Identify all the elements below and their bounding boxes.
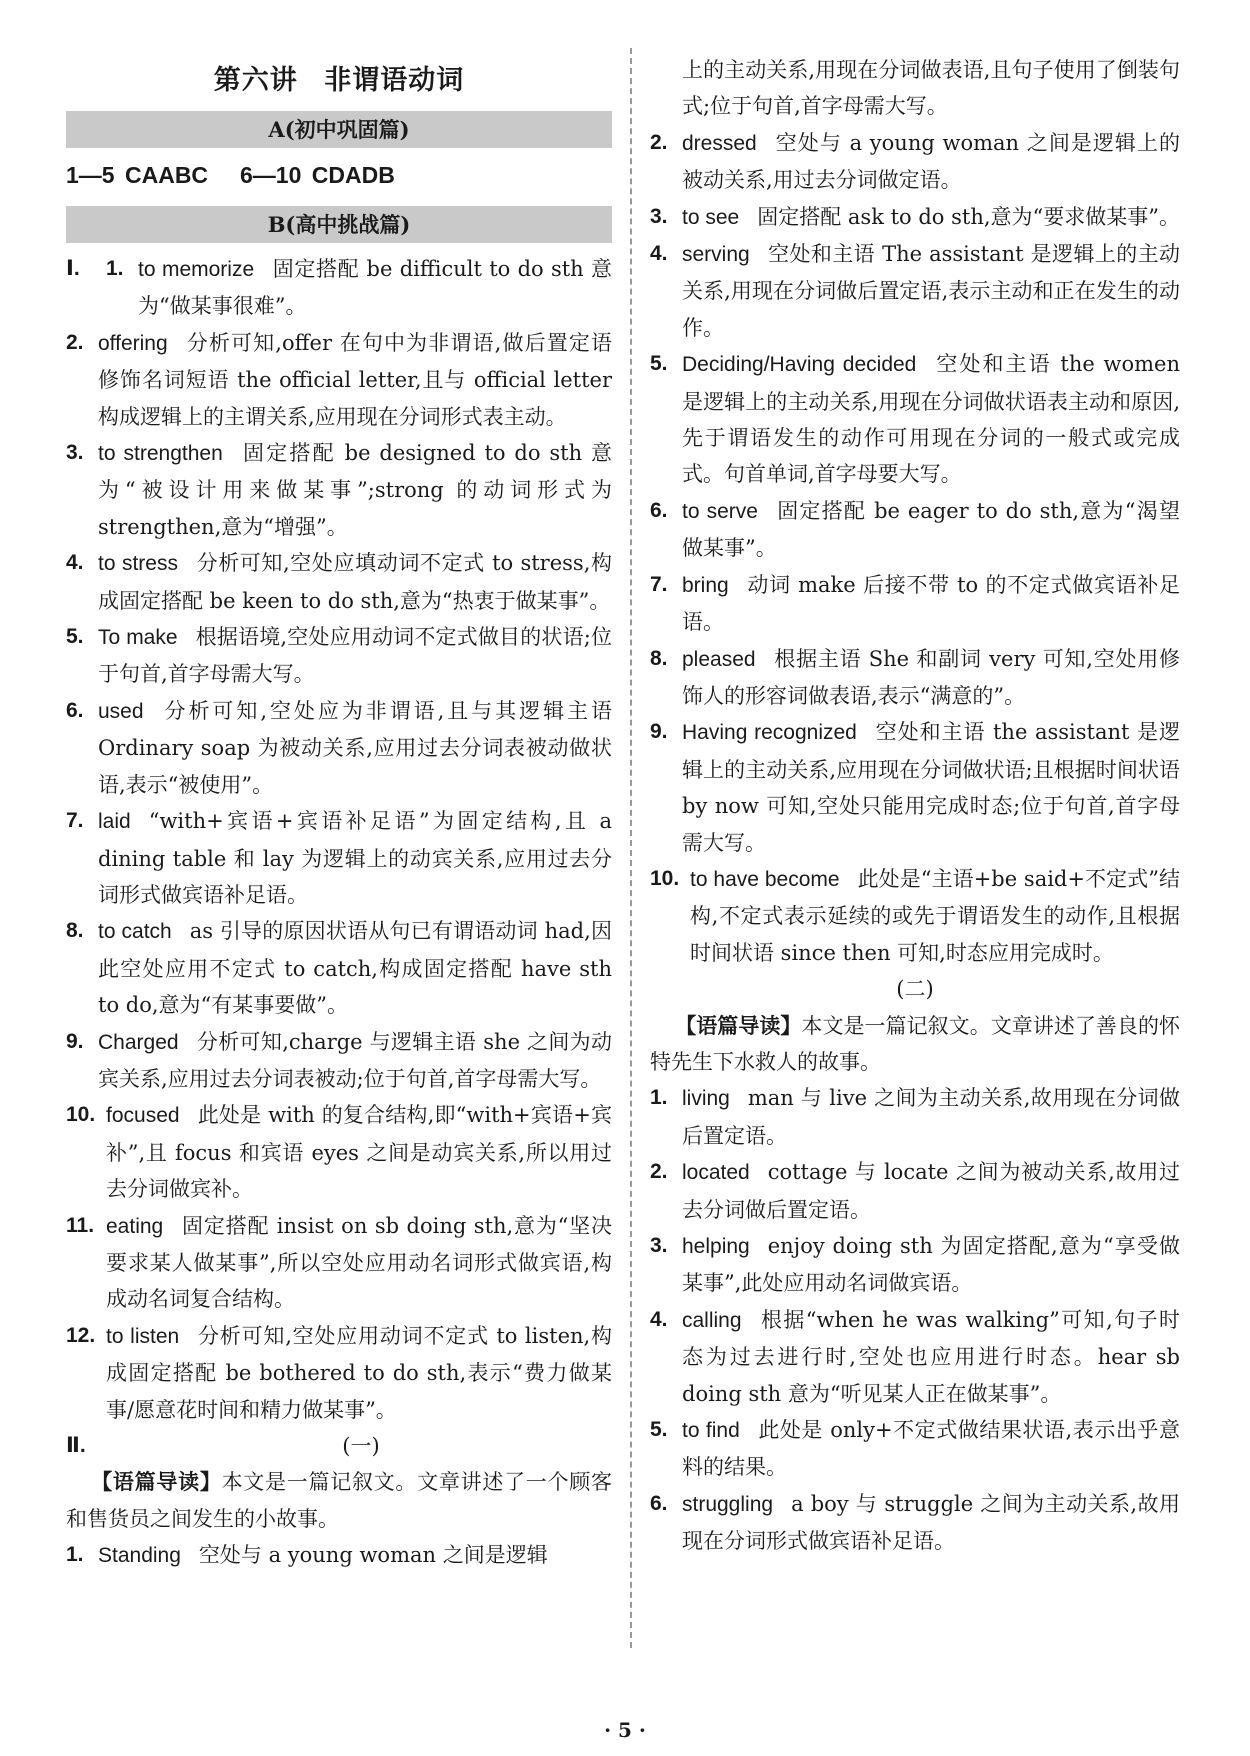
list-item: [650, 861, 1180, 971]
item-answer: to have become: [690, 867, 840, 891]
item-number: 5.: [66, 625, 84, 649]
item-number: 1.: [106, 257, 124, 280]
list-item: [66, 1024, 612, 1098]
item-answer: to serve: [682, 499, 758, 523]
list-item: [66, 913, 612, 1023]
item-number: 9.: [66, 1029, 84, 1053]
list-item: [66, 803, 612, 913]
item-explanation: as 引导的原因状语从句已有谓语动词 had,因此空处应用不定式 to catch,构成固定搭配 have sth to do,意为“有某事要做”。: [98, 919, 612, 1018]
item-explanation: 分析可知,空处应为非谓语,且与其逻辑主语 Ordinary soap 为被动关系,应用过去分词表被动做状语,表示“被使用”。: [98, 698, 612, 797]
answer-range-2: 6—10: [240, 162, 302, 188]
list-item: [650, 346, 1180, 493]
item-number: 9.: [650, 720, 668, 744]
list-item: [650, 236, 1180, 346]
list-item: [66, 1208, 612, 1318]
item-explanation: 根据语境,空处应用动词不定式做目的状语;位于句首,首字母需大写。: [98, 625, 612, 687]
section-a-header: A(初中巩固篇): [66, 111, 612, 148]
item-explanation: 此处是 with 的复合结构,即“with+宾语+宾补”,且 focus 和宾语 eyes 之间是动宾关系,所以用过去分词做宾补。: [106, 1103, 612, 1202]
list-item: [650, 1302, 1180, 1412]
list-item: [650, 641, 1180, 715]
item-explanation: a boy 与 struggle 之间为主动关系,故用现在分词形式做宾语补足语。: [682, 1491, 1180, 1554]
item-answer: to see: [682, 205, 740, 229]
passage2-heading: (二): [896, 977, 934, 1002]
item-answer: dressed: [682, 131, 757, 155]
item-answer: to strengthen: [98, 442, 223, 466]
item-explanation: 分析可知,空处应用动词不定式 to listen,构成固定搭配 be bothered to do sth,表示“费力做某事/愿意花时间和精力做某事”。: [106, 1323, 613, 1422]
list-item: [650, 1412, 1180, 1486]
item-answer: To make: [98, 626, 178, 650]
item-answer: Deciding/Having decided: [682, 353, 917, 377]
list-item: [66, 325, 612, 435]
list-item: [66, 545, 612, 619]
passage2-list: [650, 1080, 1180, 1559]
item-answer: pleased: [682, 647, 756, 671]
list-item: [650, 1154, 1180, 1228]
item-number: 2.: [650, 130, 668, 154]
item-explanation: “with+宾语+宾语补足语”为固定结构,且 a dining table 和 lay 为逻辑上的动宾关系,应用过去分词形式做宾语补足语。: [98, 809, 612, 907]
item-number: 3.: [650, 204, 668, 228]
item-explanation: 动词 make 后接不带 to 的不定式做宾语补足语。: [682, 572, 1180, 635]
item-answer: to listen: [106, 1324, 180, 1348]
lecture-topic: 非谓语动词: [324, 65, 465, 96]
item-answer: to memorize: [138, 258, 255, 281]
answer-key-2: CDADB: [311, 162, 395, 188]
right-column: [650, 50, 1180, 1560]
item-explanation: 固定搭配 ask to do sth,意为“要求做某事”。: [757, 204, 1180, 229]
page-title: [66, 58, 612, 97]
list-item: [650, 1486, 1180, 1560]
item-answer: helping: [682, 1235, 750, 1258]
part1-label: Ⅰ.: [66, 257, 80, 280]
item-number: 10.: [650, 866, 680, 890]
item-number: 1.: [650, 1086, 668, 1110]
item-explanation: 根据“when he was walking”可知,句子时态为过去进行时,空处也应用进行时态。hear sb doing sth 意为“听见某人正在做某事”。: [682, 1307, 1180, 1406]
column-divider: [630, 48, 632, 1648]
item-explanation: 固定搭配 be difficult to do sth 意为“做某事很难”。: [138, 257, 612, 319]
item-explanation-continued: 上的主动关系,用现在分词做表语,且句子使用了倒装句式;位于句首,首字母需大写。: [682, 58, 1180, 119]
item-number: 7.: [650, 572, 668, 596]
passage1-heading: (一): [342, 1434, 380, 1458]
item-answer: to catch: [98, 920, 172, 944]
item-number: 11.: [66, 1213, 95, 1237]
item-explanation: 固定搭配 insist on sb doing sth,意为“坚决要求某人做某事”,所以空处应用动名词形式做宾语,构成动名词复合结构。: [106, 1213, 612, 1312]
item-answer: used: [98, 699, 144, 723]
item-answer: calling: [682, 1308, 742, 1332]
item-explanation: 分析可知,空处应填动词不定式 to stress,构成固定搭配 be keen to do sth,意为“热衷于做某事”。: [98, 551, 612, 613]
item-explanation: 分析可知,offer 在句中为非谓语,做后置定语修饰名词短语 the official letter,且与 official letter 构成逻辑上的主谓关系,应用现在分词形式表主动。: [98, 330, 612, 429]
item-number: 2.: [650, 1160, 668, 1184]
item-explanation: 空处和主语 the women 是逻辑上的主动关系,用现在分词做状语表主动和原因,先于谓语发生的动作可用现在分词的一般式或完成式。句首单词,首字母要大写。: [682, 352, 1181, 487]
passage1-guide-text: 本文是一篇记叙文。文章讲述了一个顾客和售货员之间发生的小故事。: [66, 1470, 613, 1531]
part1-list: [66, 251, 612, 1428]
item-number: 10.: [66, 1103, 96, 1127]
list-item: [66, 1537, 612, 1574]
item-number: 12.: [66, 1323, 96, 1347]
passage1-guide-label: 【语篇导读】: [91, 1469, 222, 1495]
item-explanation: 空处和主语 The assistant 是逻辑上的主动关系,用现在分词做后置定语,表示主动和正在发生的动作。: [682, 242, 1180, 340]
passage2-guide-label: 【语篇导读】: [675, 1012, 802, 1038]
item-explanation: 分析可知,charge 与逻辑主语 she 之间为动宾关系,应用过去分词表被动;位于句首,首字母需大写。: [98, 1029, 612, 1091]
list-item: [66, 693, 612, 803]
item-explanation: cottage 与 locate 之间为被动关系,故用过去分词做后置定语。: [682, 1160, 1180, 1222]
item-number: 8.: [650, 646, 668, 670]
list-item: [650, 567, 1180, 641]
item-number: 6.: [650, 498, 668, 522]
list-item: [66, 1097, 612, 1207]
section-b-header: B(高中挑战篇): [66, 206, 612, 243]
item-answer: serving: [682, 243, 750, 267]
section-a-answers: [66, 156, 612, 194]
item-number: 3.: [650, 1234, 668, 1257]
item-number: 5.: [650, 352, 668, 376]
item-number: 4.: [650, 1307, 668, 1331]
lecture-number: 第六讲: [213, 65, 298, 96]
item-explanation: enjoy doing sth 为固定搭配,意为“享受做某事”,此处应用动名词做宾语。: [682, 1234, 1180, 1296]
item-number: 6.: [66, 698, 84, 722]
item-number: 5.: [650, 1418, 668, 1442]
passage2-guide-text: 本文是一篇记叙文。文章讲述了善良的怀特先生下水救人的故事。: [650, 1013, 1181, 1074]
item-answer: offering: [98, 331, 168, 355]
list-item: [66, 251, 612, 325]
item-number: 6.: [650, 1491, 668, 1515]
item-number: 3.: [66, 441, 84, 465]
item-number: 4.: [66, 551, 84, 575]
item-explanation-start: 空处与 a young woman 之间是逻辑: [198, 1543, 548, 1568]
item-explanation: 固定搭配 be designed to do sth 意为“被设计用来做某事”;strong 的动词形式为 strengthen,意为“增强”。: [98, 441, 612, 539]
item-number: 4.: [650, 242, 668, 266]
item-answer: to find: [682, 1419, 740, 1443]
list-item: [650, 493, 1180, 567]
item-answer: focused: [106, 1104, 180, 1128]
passage1-guide: [66, 1464, 612, 1537]
item-answer: to stress: [98, 552, 178, 576]
answer-range-1: 1—5: [66, 162, 115, 188]
list-item: [66, 1318, 612, 1428]
item-explanation: 此处是“主语+be said+不定式”结构,不定式表示延续的或先于谓语发生的动作,且根据时间状语 since then 可知,时态应用完成时。: [690, 866, 1180, 965]
list-item: [650, 199, 1180, 236]
item-number: 1.: [66, 1543, 84, 1567]
item-answer: Having recognized: [682, 721, 857, 745]
item-answer: Standing: [98, 1544, 181, 1568]
item-number: 8.: [66, 919, 84, 943]
passage1-list: [650, 125, 1180, 971]
item-explanation: man 与 live 之间为主动关系,故用现在分词做后置定语。: [682, 1086, 1180, 1148]
list-item: [650, 125, 1180, 199]
item-explanation: 固定搭配 be eager to do sth,意为“渴望做某事”。: [682, 498, 1180, 561]
answer-key-1: CAABC: [124, 162, 209, 188]
part2-label: Ⅱ.: [66, 1434, 86, 1457]
item-number: 7.: [66, 809, 84, 833]
item-explanation: 此处是 only+不定式做结果状语,表示出乎意料的结果。: [682, 1418, 1180, 1480]
passage2-guide: [650, 1008, 1180, 1081]
page-number: · 5 ·: [604, 1718, 646, 1742]
list-item: [650, 1228, 1180, 1302]
item-answer: eating: [106, 1214, 164, 1238]
left-column: [66, 50, 612, 1575]
item-answer: bring: [682, 573, 729, 597]
item-explanation: 空处和主语 the assistant 是逻辑上的主动关系,应用现在分词做状语;且根据时间状语 by now 可知,空处只能用完成时态;位于句首,首字母需大写。: [682, 720, 1180, 855]
list-item: [66, 619, 612, 693]
item-answer: living: [682, 1087, 730, 1111]
part2-heading-row: [66, 1428, 612, 1464]
item-answer: struggling: [682, 1492, 774, 1516]
list-item: [650, 714, 1180, 861]
list-item: [66, 435, 612, 545]
item-answer: Charged: [98, 1030, 179, 1054]
item-number: 2.: [66, 330, 84, 354]
list-item: [650, 1080, 1180, 1154]
item-answer: laid: [98, 810, 131, 834]
item-answer: located: [682, 1161, 750, 1185]
item-explanation: 空处与 a young woman 之间是逻辑上的被动关系,用过去分词做定语。: [682, 130, 1180, 193]
item-explanation: 根据主语 She 和副词 very 可知,空处用修饰人的形容词做表语,表示“满意的”。: [682, 646, 1180, 708]
